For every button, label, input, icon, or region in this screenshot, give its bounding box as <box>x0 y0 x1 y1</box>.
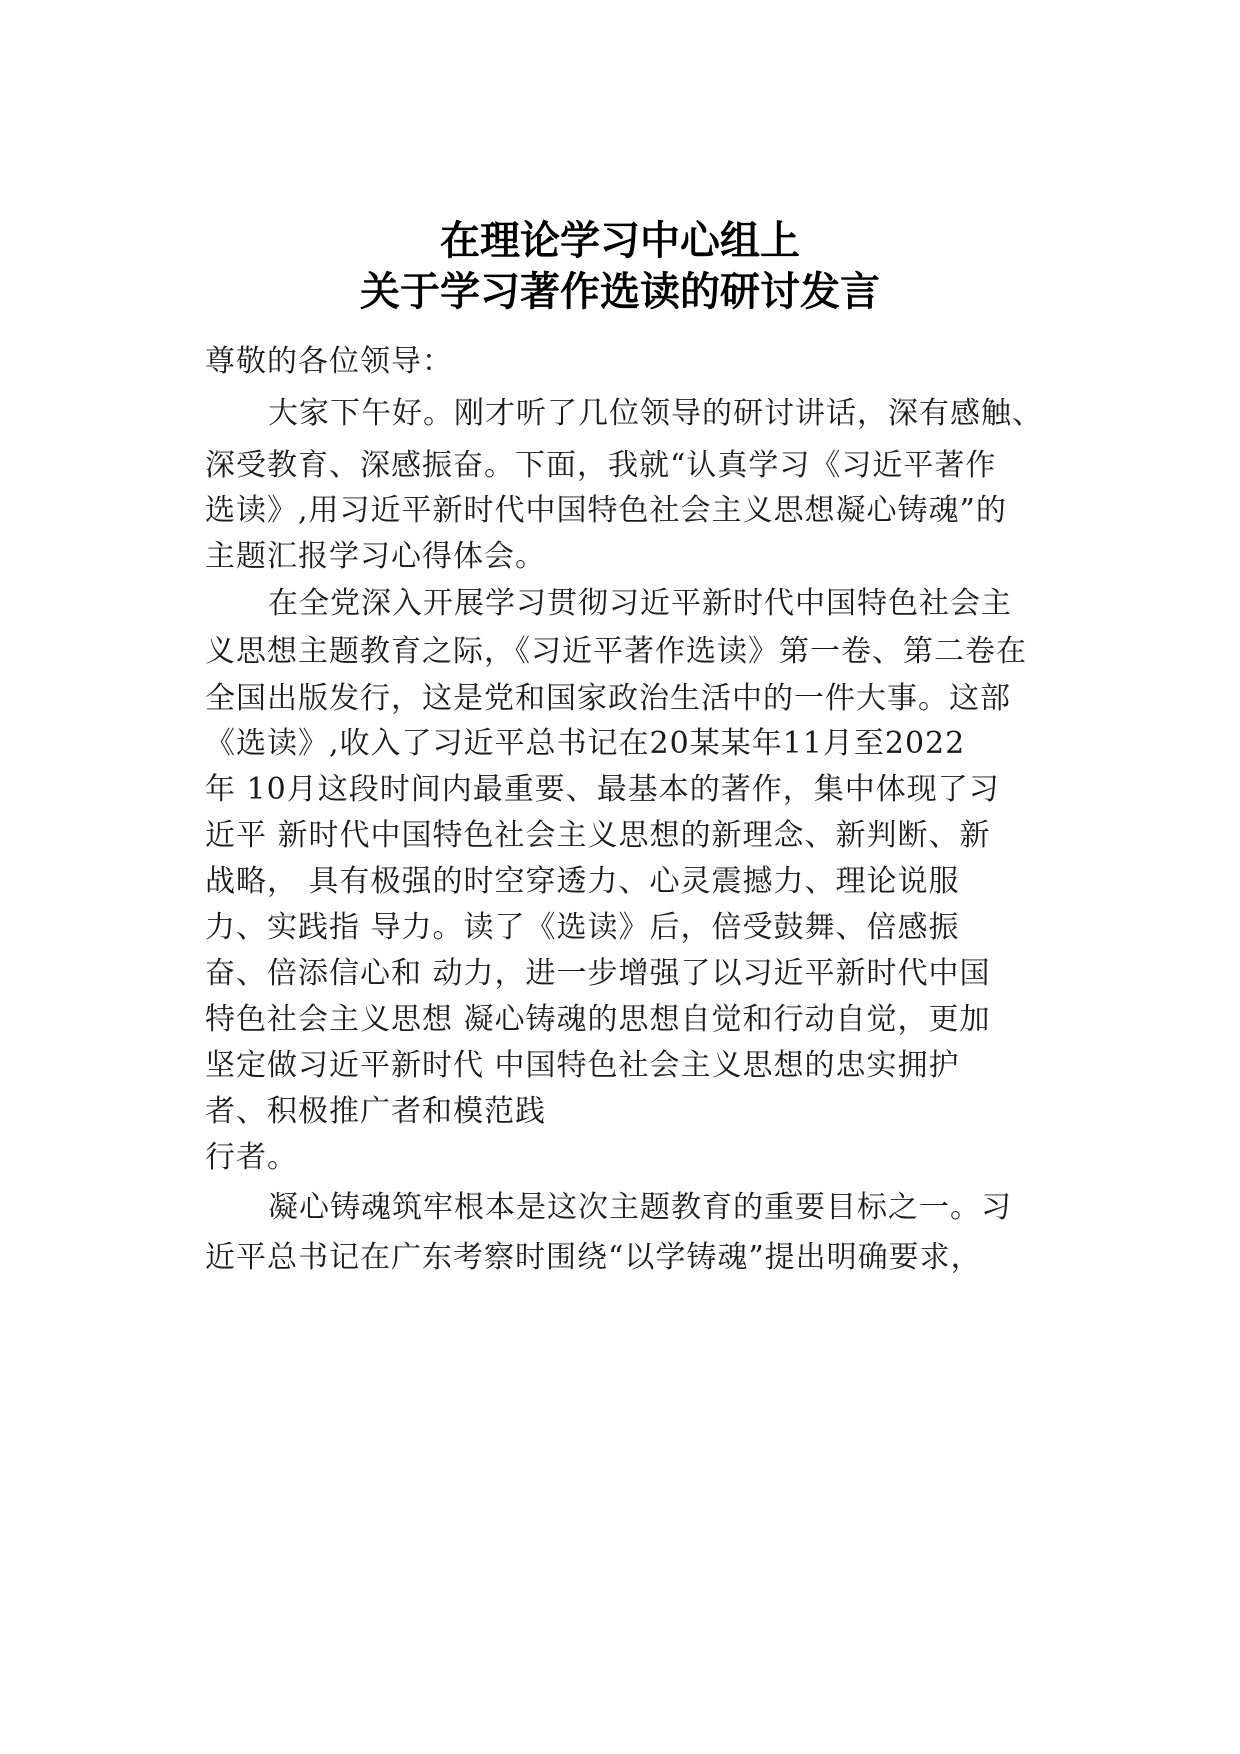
paragraph-3-line-2: 近平总书记在广东考察时围绕“以学铸魂”提出明确要求， <box>205 1240 982 1275</box>
paragraph-1-line-1: 大家下午好。刚才听了几位领导的研讨讲话，深有感触、 <box>268 396 1043 431</box>
paragraph-2-line-6: 近平 新时代中国特色社会主义思想的新理念、新判断、新 <box>205 818 991 853</box>
paragraph-1-line-2: 深受教育、深感振奋。下面，我就“认真学习《习近平著作 <box>205 448 997 483</box>
paragraph-2-line-1: 在全党深入开展学习贯彻习近平新时代中国特色社会主 <box>268 586 1012 621</box>
paragraph-3-line-1: 凝心铸魂筑牢根本是这次主题教育的重要目标之一。习 <box>268 1190 1012 1225</box>
paragraph-2-line-5: 年 10月这段时间内最重要、最基本的著作，集中体现了习 <box>205 772 1000 807</box>
paragraph-2-line-10: 特色社会主义思想 凝心铸魂的思想自觉和行动自觉，更加 <box>205 1002 991 1037</box>
paragraph-2-line-8: 力、实践指 导力。读了《选读》后，倍受鼓舞、倍感振 <box>205 910 960 945</box>
paragraph-2-line-7: 战略， 具有极强的时空穿透力、心灵震撼力、理论说服 <box>205 864 960 899</box>
greeting: 尊敬的各位领导： <box>205 344 453 379</box>
document-title-line-2: 关于学习著作选读的研讨发言 <box>360 269 880 315</box>
paragraph-2-line-13: 行者。 <box>205 1140 298 1175</box>
document-title-line-1: 在理论学习中心组上 <box>440 218 800 264</box>
paragraph-2-line-11: 坚定做习近平新时代 中国特色社会主义思想的忠实拥护 <box>205 1048 960 1083</box>
paragraph-1-line-4: 主题汇报学习心得体会。 <box>205 539 546 574</box>
paragraph-2-line-12: 者、积极推广者和模范践 <box>205 1094 546 1129</box>
paragraph-2-line-9: 奋、倍添信心和 动力，进一步增强了以习近平新时代中国 <box>205 956 991 991</box>
paragraph-2-line-3: 全国出版发行，这是党和国家政治生活中的一件大事。这部 <box>205 681 1011 716</box>
paragraph-2-line-4: 《选读》,收入了习近平总书记在20某某年11月至2022 <box>205 726 966 761</box>
paragraph-2-line-2: 义思想主题教育之际，《习近平著作选读》第一卷、第二卷在 <box>205 634 1027 669</box>
paragraph-1-line-3: 选读》,用习近平新时代中国特色社会主义思想凝心铸魂”的 <box>205 493 1007 528</box>
